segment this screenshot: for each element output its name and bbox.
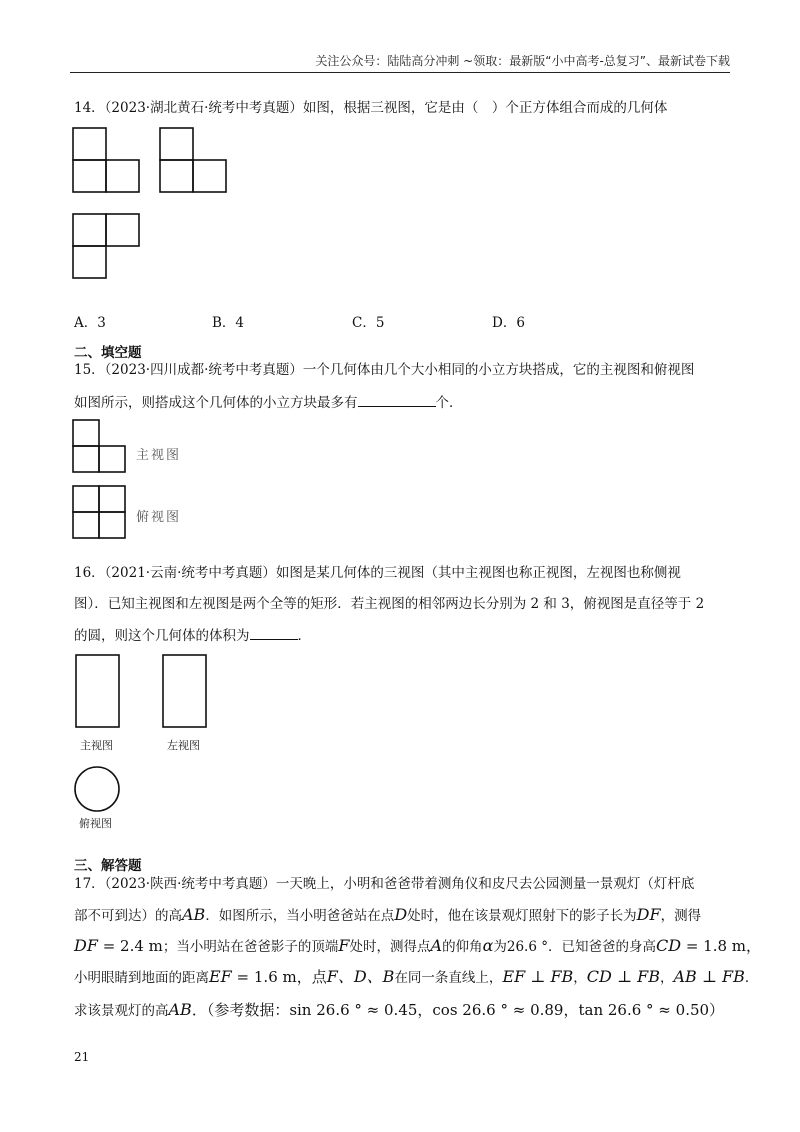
- q17-var-cd: CD: [655, 936, 682, 955]
- q14-option-d[interactable]: D．6: [492, 315, 525, 331]
- q14-option-a[interactable]: A．3: [74, 315, 106, 331]
- q15-text-before-blank: 如图所示，则搭成这个几何体的小立方块最多有: [74, 395, 358, 411]
- q17-value: = 1.8 m，: [681, 937, 762, 955]
- question-16-line2: 图）．已知主视图和左视图是两个全等的矩形．若主视图的相邻两边长分别为 2 和 3，俯视图是直径等于 2: [74, 596, 705, 612]
- q14-front-cell: [106, 160, 139, 192]
- q14-front-cell: [73, 128, 106, 160]
- q16-front-view-caption: 主视图: [80, 739, 113, 752]
- q14-front-cell: [73, 160, 106, 192]
- page-header: 关注公众号：陆陆高分冲刺 ~领取：最新版“小中高考-总复习”、最新试卷下载: [315, 54, 730, 68]
- q15-front-view: [70, 418, 128, 474]
- q17-text: ．: [744, 970, 759, 986]
- q17-text: 部不可到达）的高: [74, 908, 182, 924]
- q14-side-cell: [193, 160, 226, 192]
- q17-reference-data: ．（参考数据：sin 26.6 ° ≈ 0.45，cos 26.6 ° ≈ 0.89，tan 26.6 ° ≈ 0.50）: [191, 1001, 725, 1019]
- q14-side-cell: [160, 128, 193, 160]
- q17-var-df: DF: [636, 905, 661, 924]
- q17-text: 小明眼睛到地面的距离: [74, 970, 209, 986]
- q17-var-a: A: [430, 936, 443, 955]
- question-17-line5: [74, 1000, 744, 1021]
- q17-var-d: D: [394, 905, 408, 924]
- q17-text: 的仰角: [442, 939, 483, 955]
- q17-text: 处时，测得点: [349, 939, 431, 955]
- question-15-line2: [74, 392, 734, 413]
- question-14-text: 14．（2023·湖北黄石·统考中考真题）如图，根据三视图，它是由（ ）个正方体组合而成的几何体: [74, 100, 668, 116]
- question-16-line1: 16．（2021·云南·统考中考真题）如图是某几何体的三视图（其中主视图也称正视图，左视图也称侧视: [74, 565, 681, 581]
- q17-var-ef: EF: [209, 967, 232, 986]
- section-solution-heading: 三、解答题: [74, 858, 142, 874]
- question-17-line1: 17．（2023·陕西·统考中考真题）一天晚上，小明和爸爸带着测角仪和皮尺去公园测量一景观灯（灯杆底: [74, 876, 695, 892]
- q15-top-view-caption: 俯视图: [136, 510, 182, 525]
- q15-front-view-caption: 主视图: [136, 448, 182, 463]
- question-15-line1: 15．（2023·四川成都·统考中考真题）一个几何体由几个大小相同的小立方块搭成，它的主视图和俯视图: [74, 362, 695, 378]
- q17-text: ，: [573, 970, 587, 986]
- q14-top-cell: [106, 214, 139, 246]
- question-17-line2: [74, 905, 734, 926]
- q17-perp-ef-fb: EF ⊥ FB: [502, 967, 574, 986]
- q14-front-view: [70, 125, 230, 195]
- q14-top-view: [70, 211, 145, 281]
- question-17-line3: [74, 936, 762, 957]
- q17-text: ；当小明站在爸爸影子的顶端: [162, 939, 339, 955]
- page-number: 21: [74, 1050, 90, 1064]
- q17-text: ．如图所示，当小明爸爸站在点: [205, 908, 395, 924]
- q16-text-after-blank: ．: [297, 628, 311, 644]
- q17-text: 处时，他在该景观灯照射下的影子长为: [407, 908, 637, 924]
- question-16-line3: [74, 625, 734, 646]
- q16-top-view-caption: 俯视图: [79, 817, 112, 830]
- q17-var-ab: AB: [168, 1000, 192, 1019]
- header-divider: [70, 72, 730, 73]
- q15-top-view: [70, 484, 128, 540]
- q17-text: ，: [659, 970, 674, 986]
- q14-top-cell: [73, 214, 106, 246]
- q14-option-c[interactable]: C．5: [352, 315, 385, 331]
- q16-left-view: [161, 654, 209, 730]
- q17-perp-ab-fb: AB ⊥ FB: [673, 967, 745, 986]
- q17-text: ，测得: [660, 908, 702, 924]
- q15-answer-blank[interactable]: [358, 392, 436, 407]
- q16-top-view: [72, 764, 122, 814]
- q17-value: = 1.6 m，点: [231, 968, 327, 986]
- q14-side-cell: [160, 160, 193, 192]
- q14-option-b[interactable]: B．4: [212, 315, 245, 331]
- q17-var-ab: AB: [182, 905, 206, 924]
- q16-front-view: [74, 654, 122, 730]
- q17-text: 在同一条直线上，: [394, 970, 503, 986]
- q17-text: 求该景观灯的高: [74, 1003, 169, 1019]
- q15-text-after-blank: 个．: [435, 395, 463, 411]
- q16-text-before-blank: 的圆，则这个几何体的体积为: [74, 628, 250, 644]
- question-17-line4: [74, 967, 759, 988]
- q17-var-alpha: α: [482, 936, 494, 955]
- section-fill-in-blank-heading: 二、填空题: [74, 345, 142, 361]
- q16-left-view-caption: 左视图: [167, 739, 200, 752]
- q17-points: F、D、B: [326, 967, 395, 986]
- q17-var-f: F: [338, 936, 350, 955]
- q17-perp-cd-fb: CD ⊥ FB: [586, 967, 660, 986]
- q14-top-cell: [73, 246, 106, 278]
- q17-value: = 2.4 m: [97, 937, 163, 955]
- q17-var-df: DF: [74, 936, 98, 955]
- q16-answer-blank[interactable]: [250, 625, 298, 640]
- q17-text: 为26.6 °．已知爸爸的身高: [493, 939, 656, 955]
